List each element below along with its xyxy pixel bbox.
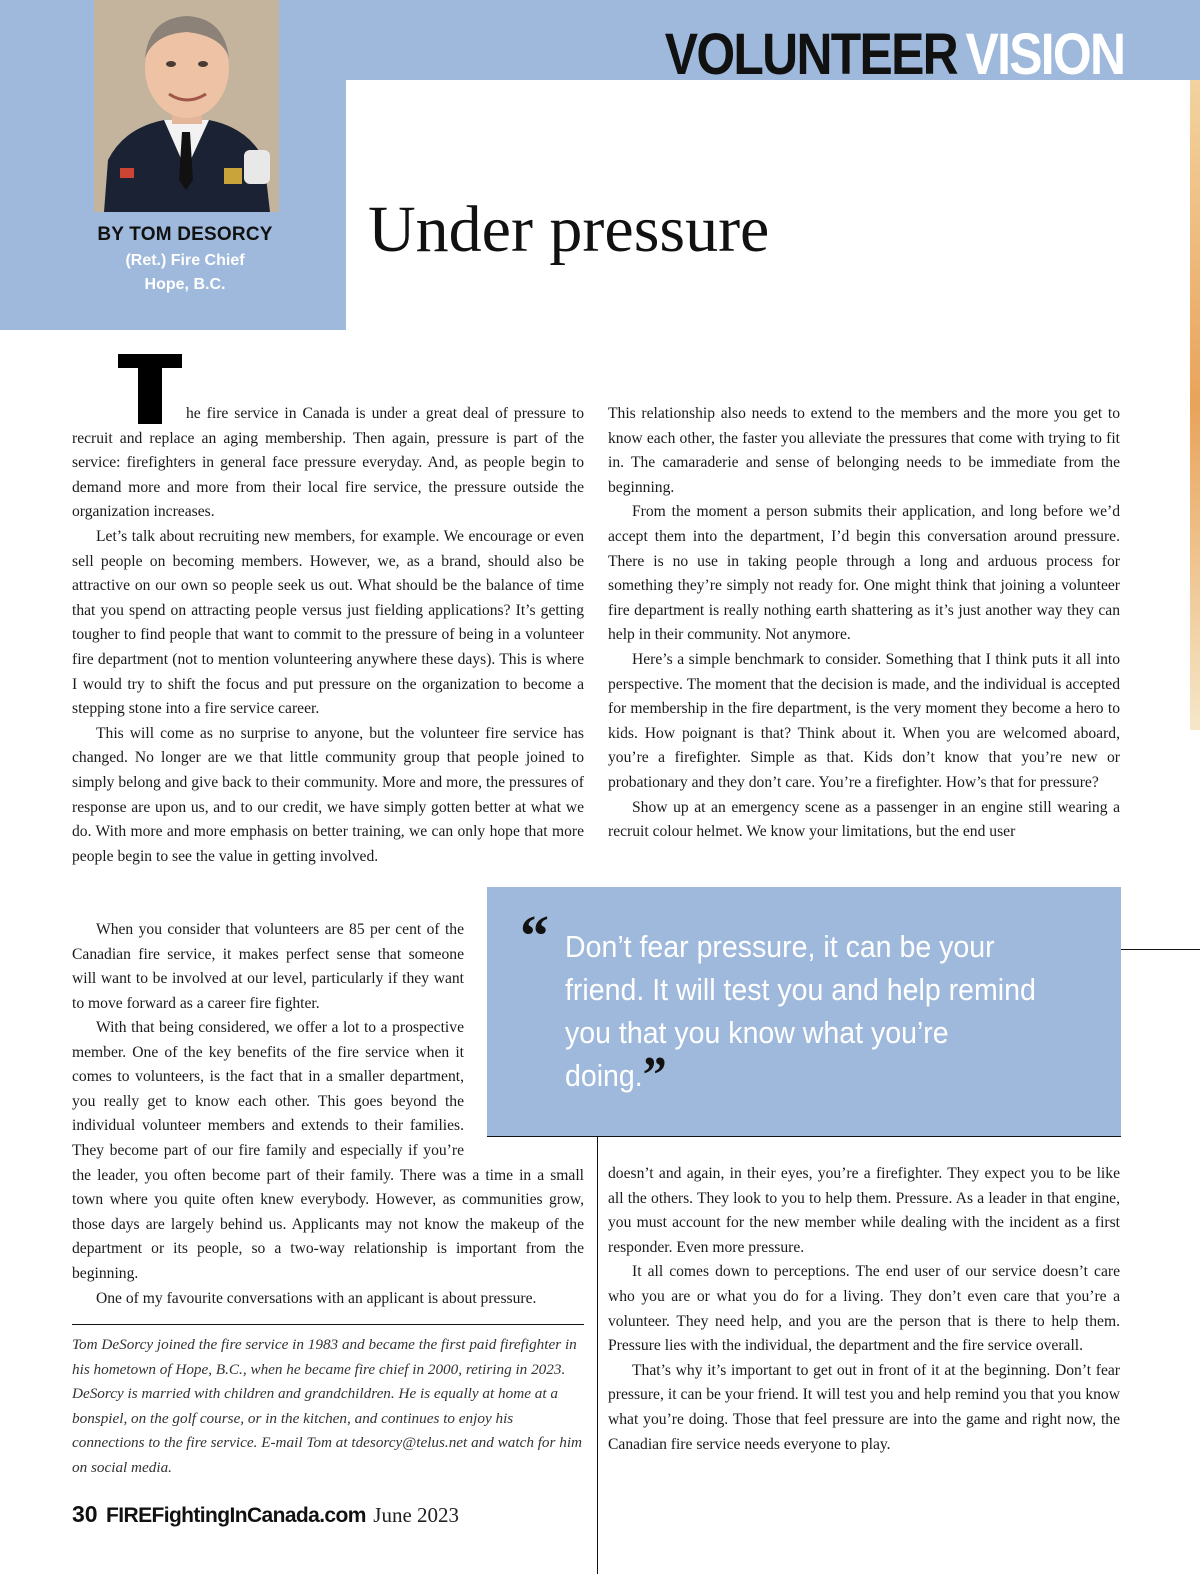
author-bio: Tom DeSorcy joined the fire service in 1983 and became the first paid firefighter in his hometown of Hope, B.C., when he became fire chief in 2000, retiring in 2023. DeSorcy is married with children and grandchildren. He is equally at home at a bonspiel, on the golf course, or in the kitchen, and continues to enjoy his connections to the fire service. E-mail Tom at tdesorcy@telus.net and watch for him on social media.	[72, 1336, 583, 1476]
left-para-6: One of my favourite conversations with an applicant is about pressure.	[96, 1289, 537, 1307]
section-header-word2: VISION	[965, 22, 1124, 87]
byline-title: (Ret.) Fire Chief	[125, 252, 245, 269]
right-para-3: Here’s a simple benchmark to consider. Something that I think puts it all into perspective. The moment that the decision is made, and the individual is accepted for membership in the fire department, is the very moment they become a hero to kids. How poignant is that? Think about it. When you are welcomed aboard, you’re a firefighter. Simple as that. Kids don’t know that you’re new or probationary and they don’t care. You’re a firefighter. How’s that for pressure?	[608, 650, 1120, 791]
left-para-2: Let’s talk about recruiting new members, for example. We encourage or even sell people on becoming members. However, we, as a brand, should also be attractive on our own so people seek us out. What should be the balance of time that you spend on attracting people versus just fielding applications? It’s getting tougher to find people that want to commit to the pressure of being in a volunteer fire department (not to mention volunteering anywhere these days). This is where I would try to shift the focus and put pressure on the organization to become a stepping stone into a fire service career.	[72, 527, 584, 718]
section-header-word1: VOLUNTEER	[664, 22, 957, 87]
section-header	[665, 22, 1124, 88]
left-para-4: When you consider that volunteers are 85 per cent of the Canadian fire service, it makes perfect sense that someone will want to be involved at our level, particularly if they want to move forward as a career fire fighter.	[72, 921, 464, 1012]
column-divider	[597, 1136, 598, 1574]
left-para-3: This will come as no surprise to anyone, but the volunteer fire service has changed. No longer are we that little community group that people joined to simply belong and give back to their community. More and more, the pressures of response are upon us, and to our credit, we have simply gotten better at what we do. With more and more emphasis on better training, we can only hope that more people begin to see the value in getting involved.	[72, 724, 584, 865]
pull-quote-open-mark: “	[520, 903, 549, 968]
page-edge-image	[1190, 80, 1200, 730]
headline: Under pressure	[368, 193, 770, 266]
byline-place: Hope, B.C.	[144, 276, 226, 293]
left-column	[72, 402, 584, 869]
right-para-5: doesn’t and again, in their eyes, you’re a firefighter. They expect you to be like all the others. They look to you to help them. Pressure. As a leader in that engine, you must account for the new member while dealing with the incident as a first responder. Even more pressure.	[608, 1165, 1120, 1256]
author-photo	[94, 0, 279, 212]
pull-quote-body: Don’t fear pressure, it can be your friend. It will test you and help remind you that you know what you’re doing.	[565, 929, 1036, 1093]
pull-quote-rule	[1121, 949, 1200, 950]
page-number: 30	[72, 1501, 98, 1527]
byline-name: BY TOM DESORCY	[97, 224, 273, 245]
pull-quote-wrap-spacer	[464, 1016, 584, 1139]
right-para-6: It all comes down to perceptions. The end user of our service doesn’t care who you are or what you do for a living. They don’t even care that you’re a volunteer. They need help, and you are the person that is there to help them. Pressure lies with the individual, the department and the fire service overall.	[608, 1263, 1120, 1355]
right-para-1: This relationship also needs to extend to the members and the more you get to know each other, the faster you alleviate the pressures that come with trying to fit in. The camaraderie and sense of belonging needs to be immediate from the beginning.	[608, 405, 1120, 496]
left-column-bottom	[72, 1016, 584, 1311]
right-column-bottom	[608, 1162, 1120, 1457]
left-para-1: he fire service in Canada is under a great deal of pressure to recruit and replace an aging membership. Then again, pressure is part of the service: firefighters in general face pressure everyday. And, as people begin to demand more and more from their local fire service, the pressure outside the organization increases.	[72, 405, 584, 521]
right-para-2: From the moment a person submits their application, and long before we’d accept them into the department, I’d begin this conversation around pressure. There is no use in taking people through a long and arduous process for something they’re simply not ready for. One might think that joining a volunteer fire department is really nothing earth shattering as it’s just another way they can help in their community. Not anymore.	[608, 503, 1120, 644]
right-column-top	[608, 402, 1120, 845]
page-footer	[72, 1501, 459, 1528]
pull-quote-text	[565, 925, 1053, 1104]
left-column-narrow	[72, 918, 464, 1016]
issue-date: June 2023	[373, 1503, 460, 1527]
right-para-4: Show up at an emergency scene as a passenger in an engine still wearing a recruit colour helmet. We know your limitations, but the end user	[608, 798, 1120, 841]
right-para-7: That’s why it’s important to get out in front of it at the beginning. Don’t fear pressure, it can be your friend. It will test you and help remind you that you know what you’re doing. Those that feel pressure are into the game and right now, the Canadian fire service needs everyone to play.	[608, 1361, 1120, 1453]
left-para-5: With that being considered, we offer a lot to a prospective member. One of the key benefits of the fire service when it comes to volunteers, is the fact that in a smaller department, you really get to know each other. This goes beyond the individual volunteer members and extends to their families. They become part of our fire family and especially if you’re the leader, you often become part of their family. There was a time in a small town where you quite often knew everybody. However, as communities grow, those days are largely behind us. Applicants may not know the makeup of the department or its people, so a two-way relationship is important from the beginning.	[72, 1019, 584, 1282]
bio-rule	[72, 1324, 584, 1325]
pull-quote-close-mark: ”	[642, 1047, 667, 1104]
site-name: FIREFightingInCanada.com	[106, 1504, 366, 1527]
